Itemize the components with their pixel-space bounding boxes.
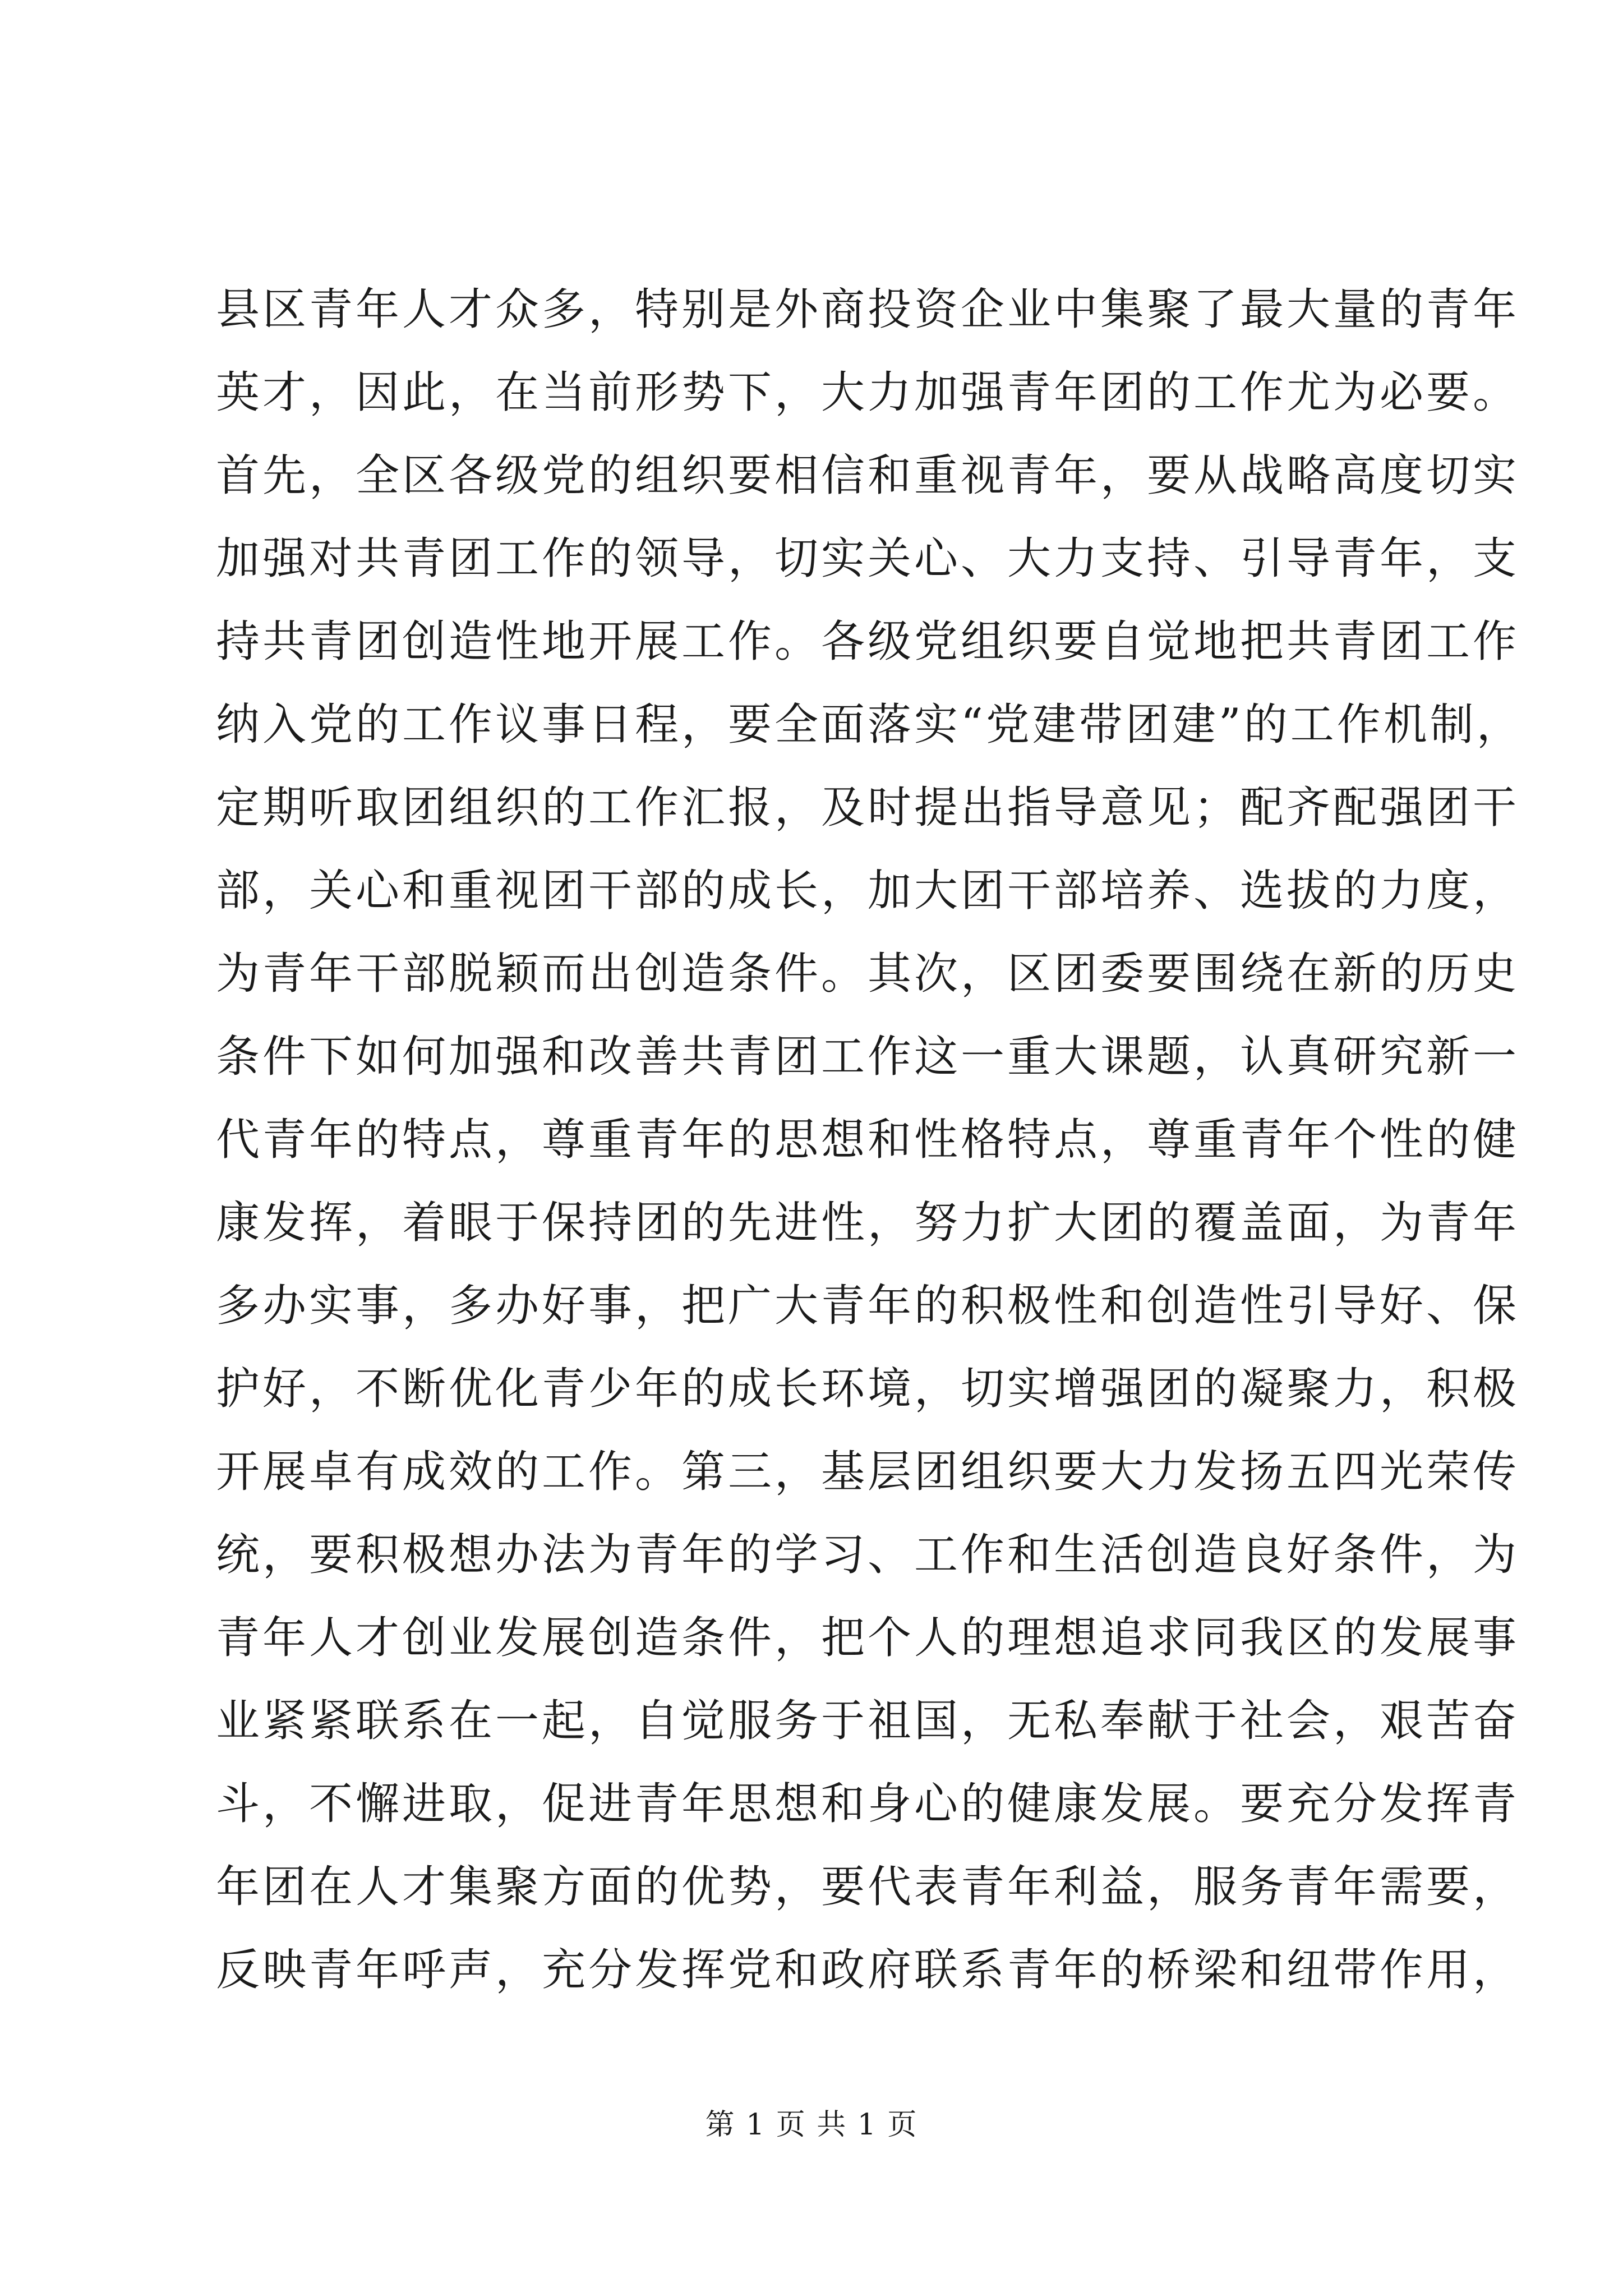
page-footer [0, 2102, 1623, 2147]
text-line: 英才，因此，在当前形势下，大力加强青年团的工作尤为必要。 [216, 367, 1520, 418]
text-line: 年团在人才集聚方面的优势，要代表青年利益，服务青年需要， [216, 1862, 1520, 1912]
text-line: 定期听取团组织的工作汇报，及时提出指导意见；配齐配强团干 [216, 783, 1520, 833]
text-line: 部，关心和重视团干部的成长，加大团干部培养、选拔的力度， [216, 866, 1520, 916]
text-line: 多办实事，多办好事，把广大青年的积极性和创造性引导好、保 [216, 1281, 1520, 1331]
text-line: 护好，不断优化青少年的成长环境，切实增强团的凝聚力，积极 [216, 1364, 1520, 1414]
text-line: 为青年干部脱颖而出创造条件。其次，区团委要围绕在新的历史 [216, 949, 1520, 999]
text-line: 业紧紧联系在一起，自觉服务于祖国，无私奉献于社会，艰苦奋 [216, 1696, 1520, 1746]
text-line: 斗，不懈进取，促进青年思想和身心的健康发展。要充分发挥青 [216, 1779, 1520, 1829]
text-line: 青年人才创业发展创造条件，把个人的理想追求同我区的发展事 [216, 1613, 1520, 1663]
text-line: 纳入党的工作议事日程，要全面落实“党建带团建”的工作机制， [216, 700, 1523, 750]
text-line: 康发挥，着眼于保持团的先进性，努力扩大团的覆盖面，为青年 [216, 1198, 1520, 1248]
text-line: 代青年的特点，尊重青年的思想和性格特点，尊重青年个性的健 [216, 1115, 1520, 1165]
text-line: 加强对共青团工作的领导，切实关心、大力支持、引导青年，支 [216, 533, 1520, 584]
text-line: 条件下如何加强和改善共青团工作这一重大课题，认真研究新一 [216, 1032, 1520, 1082]
body-text [216, 268, 1523, 2012]
page-number-label: 第 1 页 共 1 页 [705, 2108, 918, 2142]
text-line: 首先，全区各级党的组织要相信和重视青年，要从战略高度切实 [216, 450, 1520, 501]
text-line: 反映青年呼声，充分发挥党和政府联系青年的桥梁和纽带作用， [216, 1945, 1520, 1995]
text-line: 开展卓有成效的工作。第三，基层团组织要大力发扬五四光荣传 [216, 1447, 1520, 1497]
text-line: 县区青年人才众多，特别是外商投资企业中集聚了最大量的青年 [216, 284, 1520, 335]
text-line: 统，要积极想办法为青年的学习、工作和生活创造良好条件，为 [216, 1530, 1520, 1580]
text-line: 持共青团创造性地开展工作。各级党组织要自觉地把共青团工作 [216, 616, 1520, 667]
